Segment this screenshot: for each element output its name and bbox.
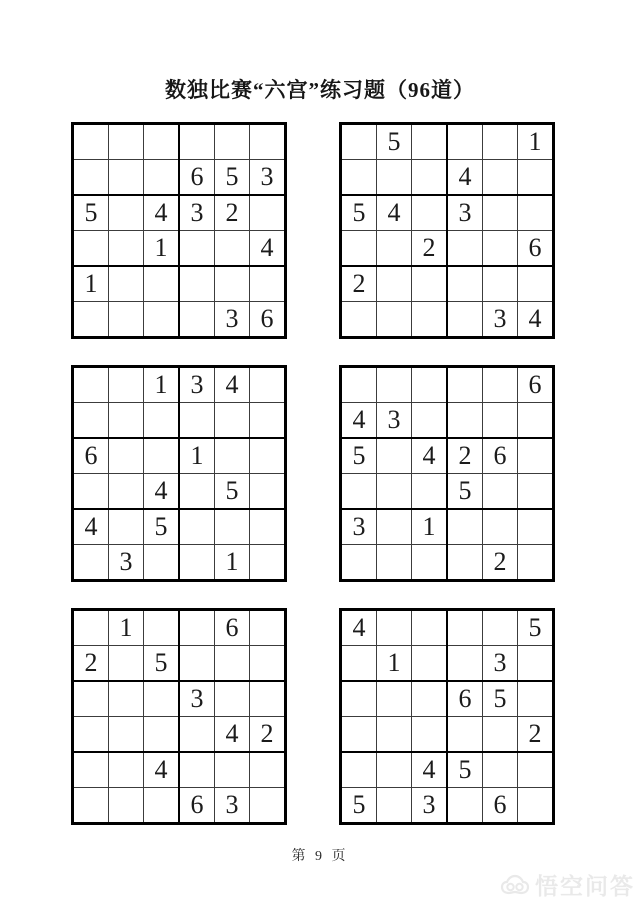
sudoku-cell-empty (483, 195, 518, 231)
sudoku-row (73, 403, 286, 439)
sudoku-cell-given: 1 (144, 231, 180, 267)
watermark (500, 868, 635, 901)
sudoku-cell-empty (215, 681, 250, 717)
sudoku-cell-empty (73, 302, 109, 338)
sudoku-cell-empty (179, 266, 215, 302)
sudoku-cell-empty (518, 474, 554, 510)
sudoku-row (341, 266, 554, 302)
sudoku-cell-empty (412, 195, 448, 231)
sudoku-cell-empty (215, 752, 250, 788)
sudoku-row (341, 646, 554, 682)
sudoku-cell-empty (447, 545, 483, 581)
sudoku-cell-given: 5 (447, 474, 483, 510)
sudoku-cell-empty (518, 646, 554, 682)
sudoku-cell-empty (109, 752, 144, 788)
sudoku-cell-given: 2 (341, 266, 377, 302)
sudoku-cell-empty (518, 545, 554, 581)
sudoku-cell-empty (341, 545, 377, 581)
sudoku-cell-given: 5 (377, 124, 412, 160)
sudoku-cell-empty (144, 124, 180, 160)
sudoku-table (71, 365, 287, 582)
sudoku-cell-empty (412, 266, 448, 302)
sudoku-cell-empty (447, 788, 483, 824)
sudoku-cell-empty (341, 646, 377, 682)
sudoku-cell-empty (412, 160, 448, 196)
sudoku-cell-empty (377, 474, 412, 510)
sudoku-cell-empty (73, 788, 109, 824)
sudoku-cell-empty (179, 231, 215, 267)
sudoku-cell-empty (447, 509, 483, 545)
sudoku-cell-given: 1 (179, 438, 215, 474)
sudoku-cell-empty (341, 752, 377, 788)
sudoku-row (73, 124, 286, 160)
sudoku-row (73, 610, 286, 646)
sudoku-cell-given: 1 (144, 367, 180, 403)
sudoku-cell-empty (483, 474, 518, 510)
sudoku-cell-empty (250, 474, 286, 510)
sudoku-cell-empty (144, 610, 180, 646)
sudoku-cell-empty (377, 610, 412, 646)
sudoku-cell-empty (109, 403, 144, 439)
sudoku-cell-empty (179, 545, 215, 581)
sudoku-cell-given: 4 (412, 752, 448, 788)
sudoku-cell-empty (341, 681, 377, 717)
sudoku-cell-empty (250, 681, 286, 717)
sudoku-cell-empty (377, 231, 412, 267)
sudoku-cell-empty (144, 160, 180, 196)
sudoku-row (341, 474, 554, 510)
sudoku-cell-given: 5 (447, 752, 483, 788)
sudoku-cell-empty (73, 610, 109, 646)
sudoku-row (341, 367, 554, 403)
sudoku-cell-empty (109, 646, 144, 682)
sudoku-row (341, 302, 554, 338)
sudoku-row (341, 681, 554, 717)
sudoku-cell-given: 2 (483, 545, 518, 581)
sudoku-cell-empty (73, 403, 109, 439)
sudoku-cell-empty (250, 195, 286, 231)
sudoku-cell-given: 6 (447, 681, 483, 717)
sudoku-cell-empty (341, 474, 377, 510)
sudoku-cell-empty (144, 681, 180, 717)
sudoku-cell-empty (412, 717, 448, 753)
sudoku-cell-empty (144, 788, 180, 824)
sudoku-cell-given: 2 (447, 438, 483, 474)
sudoku-row (341, 509, 554, 545)
sudoku-cell-given: 4 (144, 474, 180, 510)
sudoku-cell-empty (447, 717, 483, 753)
sudoku-cell-empty (412, 474, 448, 510)
sudoku-row (73, 438, 286, 474)
sudoku-cell-given: 1 (377, 646, 412, 682)
sudoku-cell-empty (412, 367, 448, 403)
sudoku-cell-empty (412, 403, 448, 439)
sudoku-cell-empty (109, 195, 144, 231)
sudoku-cell-empty (109, 160, 144, 196)
sudoku-cell-empty (412, 124, 448, 160)
sudoku-cell-empty (109, 302, 144, 338)
sudoku-cell-given: 5 (341, 195, 377, 231)
sudoku-cell-empty (250, 509, 286, 545)
sudoku-cell-empty (73, 124, 109, 160)
sudoku-cell-empty (179, 646, 215, 682)
sudoku-cell-given: 1 (215, 545, 250, 581)
sudoku-cell-given: 6 (215, 610, 250, 646)
sudoku-cell-empty (144, 717, 180, 753)
sudoku-cell-empty (377, 438, 412, 474)
sudoku-cell-given: 6 (518, 367, 554, 403)
sudoku-cell-given: 4 (250, 231, 286, 267)
sudoku-cell-given: 3 (341, 509, 377, 545)
sudoku-grid-4 (339, 365, 555, 582)
sudoku-cell-empty (518, 681, 554, 717)
sudoku-row (341, 195, 554, 231)
sudoku-table (339, 122, 555, 339)
sudoku-cell-empty (73, 545, 109, 581)
sudoku-cell-given: 5 (518, 610, 554, 646)
sudoku-cell-empty (377, 681, 412, 717)
sudoku-cell-given: 4 (377, 195, 412, 231)
sudoku-cell-given: 6 (179, 788, 215, 824)
sudoku-cell-empty (250, 646, 286, 682)
sudoku-cell-empty (518, 195, 554, 231)
sudoku-cell-empty (447, 124, 483, 160)
sudoku-row (341, 752, 554, 788)
sudoku-cell-empty (341, 367, 377, 403)
sudoku-cell-given: 4 (144, 752, 180, 788)
sudoku-cell-empty (483, 717, 518, 753)
sudoku-cell-empty (73, 474, 109, 510)
sudoku-cell-given: 4 (518, 302, 554, 338)
sudoku-cell-empty (250, 266, 286, 302)
sudoku-cell-empty (483, 231, 518, 267)
sudoku-cell-given: 1 (412, 509, 448, 545)
sudoku-cell-empty (483, 266, 518, 302)
sudoku-cell-empty (109, 124, 144, 160)
sudoku-cell-empty (250, 124, 286, 160)
sudoku-cell-empty (518, 266, 554, 302)
sudoku-cell-given: 3 (483, 646, 518, 682)
sudoku-cell-given: 2 (412, 231, 448, 267)
sudoku-cell-given: 3 (215, 302, 250, 338)
sudoku-table (71, 608, 287, 825)
sudoku-cell-empty (109, 717, 144, 753)
sudoku-row (73, 788, 286, 824)
sudoku-cell-given: 5 (73, 195, 109, 231)
sudoku-table (339, 608, 555, 825)
sudoku-cell-given: 3 (377, 403, 412, 439)
sudoku-row (341, 438, 554, 474)
sudoku-cell-empty (109, 266, 144, 302)
sudoku-cell-given: 3 (447, 195, 483, 231)
sudoku-cell-given: 4 (215, 717, 250, 753)
sudoku-cell-empty (412, 545, 448, 581)
sudoku-cell-empty (215, 438, 250, 474)
sudoku-cell-empty (250, 752, 286, 788)
sudoku-cell-empty (412, 681, 448, 717)
sudoku-cell-empty (250, 403, 286, 439)
sudoku-cell-given: 1 (73, 266, 109, 302)
sudoku-cell-empty (179, 717, 215, 753)
watermark-text: 悟空问答 (535, 873, 635, 899)
sudoku-row (341, 403, 554, 439)
sudoku-cell-empty (447, 403, 483, 439)
sudoku-cell-empty (412, 646, 448, 682)
sudoku-cell-empty (518, 509, 554, 545)
sudoku-row (73, 717, 286, 753)
sudoku-cell-empty (447, 266, 483, 302)
sudoku-grid-2 (339, 122, 555, 339)
sudoku-cell-empty (483, 403, 518, 439)
sudoku-cell-empty (447, 231, 483, 267)
sudoku-cell-given: 4 (447, 160, 483, 196)
sudoku-cell-empty (179, 509, 215, 545)
sudoku-cell-empty (215, 646, 250, 682)
sudoku-cell-empty (144, 302, 180, 338)
sudoku-cell-given: 4 (73, 509, 109, 545)
sudoku-row (73, 474, 286, 510)
sudoku-cell-given: 3 (250, 160, 286, 196)
sudoku-row (73, 752, 286, 788)
sudoku-cell-empty (179, 302, 215, 338)
sudoku-cell-given: 3 (179, 367, 215, 403)
sudoku-cell-empty (250, 788, 286, 824)
sudoku-row (73, 231, 286, 267)
sudoku-cell-given: 4 (341, 403, 377, 439)
sudoku-cell-empty (377, 266, 412, 302)
sudoku-cell-empty (179, 124, 215, 160)
sudoku-cell-empty (179, 610, 215, 646)
sudoku-grid-1 (71, 122, 287, 339)
sudoku-cell-empty (179, 403, 215, 439)
sudoku-cell-given: 5 (341, 438, 377, 474)
sudoku-cell-empty (179, 752, 215, 788)
sudoku-cell-empty (109, 474, 144, 510)
sudoku-cell-empty (179, 474, 215, 510)
sudoku-row (73, 160, 286, 196)
sudoku-cell-empty (215, 124, 250, 160)
sudoku-cell-empty (73, 681, 109, 717)
sudoku-cell-given: 6 (250, 302, 286, 338)
sudoku-cell-empty (518, 438, 554, 474)
sudoku-cell-empty (215, 231, 250, 267)
sudoku-cell-given: 5 (483, 681, 518, 717)
sudoku-row (341, 124, 554, 160)
sudoku-cell-given: 2 (518, 717, 554, 753)
sudoku-row (341, 231, 554, 267)
sudoku-cell-empty (73, 231, 109, 267)
sudoku-cell-empty (250, 438, 286, 474)
sudoku-cell-empty (73, 160, 109, 196)
sudoku-cell-empty (215, 403, 250, 439)
sudoku-cell-empty (341, 231, 377, 267)
sudoku-cell-empty (144, 403, 180, 439)
sudoku-cell-given: 3 (215, 788, 250, 824)
sudoku-cell-empty (483, 509, 518, 545)
sudoku-cell-empty (109, 681, 144, 717)
sudoku-cell-given: 6 (73, 438, 109, 474)
sudoku-cell-empty (73, 367, 109, 403)
sudoku-cell-empty (377, 302, 412, 338)
sudoku-cell-empty (144, 545, 180, 581)
sudoku-cell-given: 5 (144, 646, 180, 682)
sudoku-cell-given: 3 (483, 302, 518, 338)
sudoku-grid-3 (71, 365, 287, 582)
sudoku-cell-given: 3 (179, 681, 215, 717)
sudoku-cell-empty (215, 266, 250, 302)
sudoku-grid-6 (339, 608, 555, 825)
sudoku-row (341, 160, 554, 196)
sudoku-cell-empty (341, 717, 377, 753)
sudoku-cell-given: 3 (179, 195, 215, 231)
sudoku-cell-empty (412, 610, 448, 646)
sudoku-row (73, 509, 286, 545)
sudoku-cell-given: 6 (483, 438, 518, 474)
sudoku-row (73, 646, 286, 682)
sudoku-cell-empty (483, 752, 518, 788)
sudoku-cell-empty (483, 160, 518, 196)
sudoku-cell-empty (377, 788, 412, 824)
sudoku-row (341, 545, 554, 581)
sudoku-cell-given: 1 (109, 610, 144, 646)
sudoku-cell-empty (518, 160, 554, 196)
sudoku-cell-empty (377, 545, 412, 581)
sudoku-cell-empty (144, 266, 180, 302)
sudoku-cell-given: 6 (483, 788, 518, 824)
sudoku-table (339, 365, 555, 582)
sudoku-cell-empty (518, 788, 554, 824)
sudoku-cell-empty (518, 403, 554, 439)
sudoku-cell-empty (250, 545, 286, 581)
sudoku-row (73, 302, 286, 338)
sudoku-row (341, 788, 554, 824)
sudoku-cell-given: 5 (341, 788, 377, 824)
sudoku-cell-given: 1 (518, 124, 554, 160)
sudoku-cell-empty (73, 752, 109, 788)
sudoku-cell-empty (518, 752, 554, 788)
sudoku-cell-empty (483, 124, 518, 160)
sudoku-cell-given: 4 (341, 610, 377, 646)
page-title: 数独比赛“六宫”练习题（96道） (165, 78, 475, 102)
sudoku-cell-empty (341, 302, 377, 338)
sudoku-cell-given: 3 (109, 545, 144, 581)
sudoku-cell-given: 4 (412, 438, 448, 474)
sudoku-cell-empty (215, 509, 250, 545)
sudoku-cell-empty (250, 367, 286, 403)
sudoku-row (341, 717, 554, 753)
sudoku-cell-empty (483, 367, 518, 403)
sudoku-cell-empty (447, 610, 483, 646)
sudoku-cell-empty (250, 610, 286, 646)
wukong-monkey-logo-icon (500, 874, 530, 896)
sudoku-cell-empty (447, 302, 483, 338)
page-number: 第 9 页 (291, 849, 349, 864)
sudoku-table (71, 122, 287, 339)
sudoku-row (73, 545, 286, 581)
sudoku-grid-5 (71, 608, 287, 825)
sudoku-cell-empty (377, 367, 412, 403)
sudoku-cell-empty (412, 302, 448, 338)
sudoku-row (73, 195, 286, 231)
sudoku-cell-empty (341, 160, 377, 196)
sudoku-cell-given: 6 (179, 160, 215, 196)
sudoku-cell-given: 2 (215, 195, 250, 231)
sudoku-cell-empty (341, 124, 377, 160)
sudoku-cell-given: 4 (215, 367, 250, 403)
sudoku-cell-given: 5 (144, 509, 180, 545)
sudoku-cell-empty (109, 231, 144, 267)
sudoku-cell-empty (144, 438, 180, 474)
sudoku-cell-given: 2 (73, 646, 109, 682)
sudoku-cell-empty (377, 509, 412, 545)
sudoku-cell-empty (109, 788, 144, 824)
sudoku-cell-empty (483, 610, 518, 646)
sudoku-cell-empty (109, 367, 144, 403)
sudoku-cell-given: 3 (412, 788, 448, 824)
sudoku-cell-given: 5 (215, 474, 250, 510)
sudoku-cell-empty (377, 160, 412, 196)
sudoku-cell-empty (377, 752, 412, 788)
sudoku-cell-empty (447, 646, 483, 682)
sudoku-cell-empty (447, 367, 483, 403)
sudoku-cell-given: 2 (250, 717, 286, 753)
sudoku-row (341, 610, 554, 646)
sudoku-cell-empty (73, 717, 109, 753)
sudoku-cell-given: 6 (518, 231, 554, 267)
sudoku-cell-empty (109, 438, 144, 474)
sudoku-row (73, 367, 286, 403)
sudoku-cell-given: 5 (215, 160, 250, 196)
sudoku-cell-given: 4 (144, 195, 180, 231)
sudoku-cell-empty (109, 509, 144, 545)
sudoku-row (73, 266, 286, 302)
sudoku-row (73, 681, 286, 717)
sudoku-cell-empty (377, 717, 412, 753)
